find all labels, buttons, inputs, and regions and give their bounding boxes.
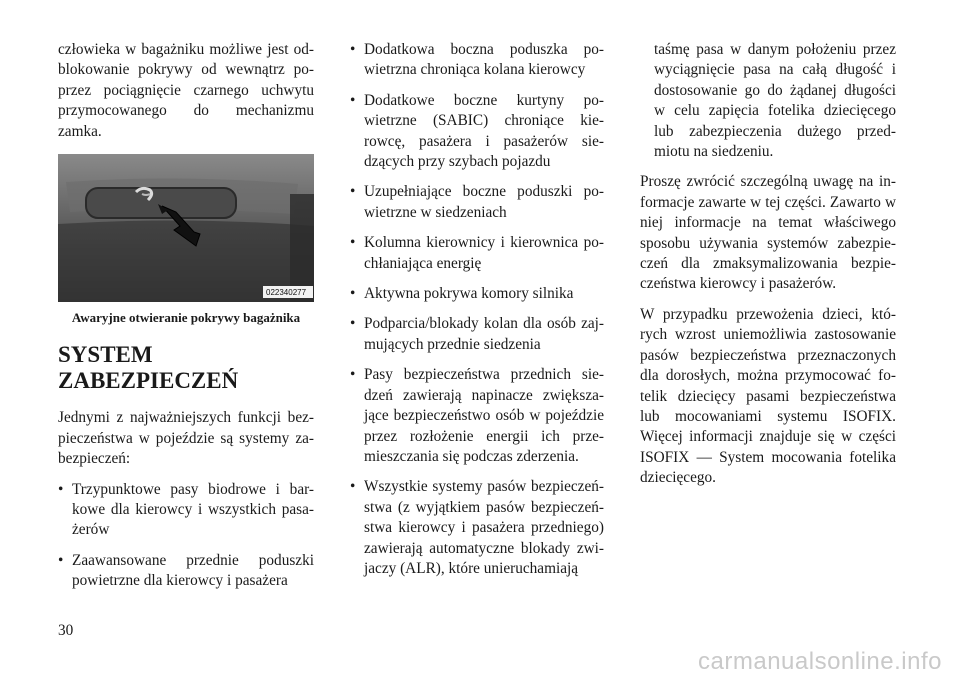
list-item <box>58 480 314 541</box>
list-item-text: Dodatkowe boczne kurtyny po-wietrzne (SABIC) chroniące kie-rowcę, pasażera i pasażerów sie-dzących przy szybach pojazdu <box>364 91 604 171</box>
bullet-mark: • <box>350 91 356 109</box>
list-item <box>350 477 604 579</box>
column-3 <box>640 40 896 499</box>
list-item <box>350 233 604 274</box>
list-item <box>350 91 604 173</box>
page-number: 30 <box>58 622 74 639</box>
bullet-mark: • <box>350 315 356 333</box>
column-1 <box>58 40 314 602</box>
list-item-text: Kolumna kierownicy i kierownica po-chłaniająca energię <box>364 234 604 272</box>
list-item <box>58 551 314 592</box>
list-item <box>350 284 604 304</box>
list-item-text: Wszystkie systemy pasów bezpieczeń-stwa (z wyjątkiem pasów bezpieczeń-stwa kierowcy i pasażera przedniego) zawierają automatyczne blokady zwi-jaczy (ALR), które unieruchamiają <box>364 478 604 577</box>
list-item <box>350 40 604 81</box>
intro-text: człowieka w bagażniku możliwe jest od-blokowanie pokrywy od wewnątrz po-przez pociągnięcie czarnego uchwytu przymocowanego do mechanizmu zamka. <box>58 41 314 140</box>
watermark: carmanualsonline.info <box>698 648 942 675</box>
bullet-mark: • <box>350 285 356 303</box>
heading-line-2: ZABEZPIECZEŃ <box>58 368 239 394</box>
trunk-lid-illustration <box>58 154 314 302</box>
bullet-mark: • <box>350 41 356 58</box>
bullet-mark: • <box>350 366 356 384</box>
list-item-text: Aktywna pokrywa komory silnika <box>364 285 574 303</box>
bullet-mark: • <box>58 480 64 498</box>
bullet-mark: • <box>58 551 64 569</box>
bullet-list-1 <box>58 480 314 592</box>
list-item <box>350 182 604 223</box>
list-item-text: Dodatkowa boczna poduszka po-wietrzna chroniąca kolana kierowcy <box>364 41 604 79</box>
list-item <box>350 365 604 467</box>
bullet-mark: • <box>350 234 356 252</box>
image-code: 022340277 <box>266 288 307 298</box>
bullet-continuation: taśmę pasa w danym położeniu przez wyciągnięcie pasa na całą długość i dostosowanie go do żądanej długości w celu zapięcia fotelika dziecięcego lub zabezpieczenia dużego przed-miotu na siedzeniu. <box>654 41 896 161</box>
list-item-text: Zaawansowane przednie poduszki powietrzne dla kierowcy i pasażera <box>72 551 314 590</box>
bullet-list-2 <box>350 40 604 579</box>
list-item-text: Trzypunktowe pasy biodrowe i bar-kowe dla kierowcy i wszystkich pasa-żerów <box>72 480 314 539</box>
trunk-release-photo <box>58 154 314 302</box>
heading-line-1: SYSTEM <box>58 342 153 368</box>
list-item <box>350 314 604 355</box>
image-caption: Awaryjne otwieranie pokrywy bagażnika <box>71 310 301 326</box>
column-2 <box>350 40 604 589</box>
section-heading <box>58 342 314 394</box>
list-item-text: Podparcia/blokady kolan dla osób zaj-mujących przednie siedzenia <box>364 315 604 353</box>
paragraph: W przypadku przewożenia dzieci, któ-rych wzrost uniemożliwia zastosowanie pasów bezpieczeństwa przeznaczonych dla dorosłych, można przymocować fo-telik dziecięcy pasami bezpieczeństwa lub mocowaniami systemu ISOFIX. Więcej informacji znajduje się w części ISOFIX — System mocowania fotelika dziecięcego. <box>640 305 896 487</box>
bullet-mark: • <box>350 478 356 496</box>
restraint-intro: Jednymi z najważniejszych funkcji bez-pieczeństwa w pojeździe są systemy za-bezpieczeń: <box>58 409 314 468</box>
paragraph: Proszę zwrócić szczególną uwagę na in-formacje zawarte w tej części. Zawarto w niej informacje na temat właściwego sposobu używania systemów zabezpie-czeń dla zmaksymalizowania bezpie-czeństwa kierowcy i pasażerów. <box>640 173 896 293</box>
list-item-text: Uzupełniające boczne poduszki po-wietrzne w siedzeniach <box>364 183 604 221</box>
bullet-mark: • <box>350 183 356 201</box>
list-item-text: Pasy bezpieczeństwa przednich sie-dzeń zawierają napinacze zwiększa-jące bezpieczeństwo osób w pojeździe przez rozłożenie energii ich prze-mieszczania się podczas zderzenia. <box>364 366 604 465</box>
